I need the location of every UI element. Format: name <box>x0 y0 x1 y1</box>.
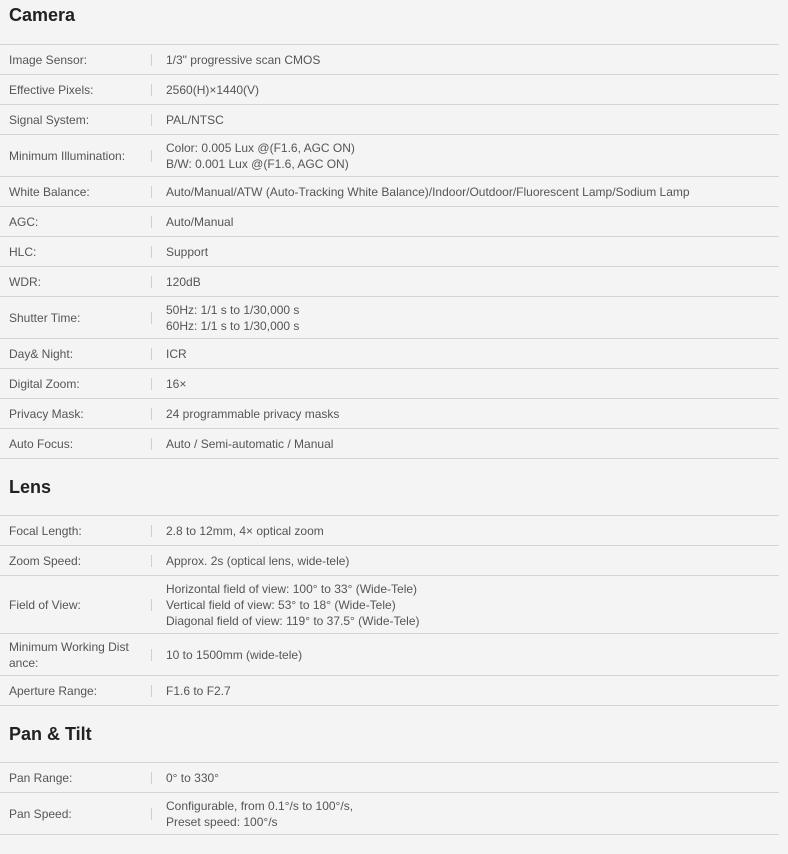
spec-value-line: Preset speed: 100°/s <box>166 814 278 829</box>
spec-label: Effective Pixels: <box>0 75 152 105</box>
section-title-pan-tilt: Pan & Tilt <box>9 724 92 744</box>
spec-value-line: 60Hz: 1/1 s to 1/30,000 s <box>166 318 300 333</box>
table-row <box>0 399 779 429</box>
spec-value <box>152 763 779 793</box>
section-title-lens: Lens <box>9 477 52 497</box>
lens-spec-table <box>0 515 779 706</box>
spec-label: HLC: <box>0 237 152 267</box>
spec-value <box>152 399 779 429</box>
table-row <box>0 135 779 177</box>
spec-label: Field of View: <box>0 576 152 634</box>
spec-value-line: Color: 0.005 Lux @(F1.6, AGC ON) <box>166 140 355 155</box>
spec-label: White Balance: <box>0 177 152 207</box>
section-title-camera: Camera <box>9 5 76 25</box>
spec-value-line: 0° to 330° <box>166 770 219 785</box>
table-row <box>0 546 779 576</box>
spec-value <box>152 45 779 75</box>
table-row <box>0 207 779 237</box>
spec-value-line: Auto / Semi-automatic / Manual <box>166 436 334 451</box>
table-row <box>0 763 779 793</box>
spec-value <box>152 793 779 835</box>
spec-value-line: 2.8 to 12mm, 4× optical zoom <box>166 523 324 538</box>
table-row <box>0 105 779 135</box>
spec-value-line: 120dB <box>166 274 201 289</box>
spec-label: Shutter Time: <box>0 297 152 339</box>
spec-label: Day& Night: <box>0 339 152 369</box>
spec-value-line: PAL/NTSC <box>166 112 224 127</box>
spec-value <box>152 105 779 135</box>
table-row <box>0 793 779 835</box>
spec-label: Minimum Illumination: <box>0 135 152 177</box>
spec-value <box>152 429 779 459</box>
camera-spec-table <box>0 44 779 459</box>
spec-value-line: Vertical field of view: 53° to 18° (Wide-Tele) <box>166 597 396 612</box>
table-row <box>0 516 779 546</box>
spec-label: Focal Length: <box>0 516 152 546</box>
pantilt-spec-table <box>0 762 779 835</box>
spec-value <box>152 177 779 207</box>
table-row <box>0 676 779 706</box>
spec-label: WDR: <box>0 267 152 297</box>
spec-value <box>152 676 779 706</box>
spec-value-line: 10 to 1500mm (wide-tele) <box>166 647 303 662</box>
spec-value <box>152 516 779 546</box>
spec-value-line: 16× <box>166 376 187 391</box>
spec-value-line: Auto/Manual/ATW (Auto-Tracking White Balance)/Indoor/Outdoor/Fluorescent Lamp/Sodium Lamp <box>166 184 690 199</box>
spec-label: Zoom Speed: <box>0 546 152 576</box>
spec-label: Pan Speed: <box>0 793 152 835</box>
spec-value-line: 2560(H)×1440(V) <box>166 82 260 97</box>
spec-label <box>0 634 152 676</box>
spec-value <box>152 369 779 399</box>
spec-label-line: ance: <box>9 655 39 670</box>
table-row <box>0 177 779 207</box>
table-row <box>0 576 779 634</box>
spec-label: Auto Focus: <box>0 429 152 459</box>
spec-value-line: B/W: 0.001 Lux @(F1.6, AGC ON) <box>166 156 349 171</box>
table-row <box>0 75 779 105</box>
spec-value <box>152 339 779 369</box>
spec-label: Signal System: <box>0 105 152 135</box>
spec-value <box>152 576 779 634</box>
spec-label: Pan Range: <box>0 763 152 793</box>
spec-value-line: Configurable, from 0.1°/s to 100°/s, <box>166 798 354 813</box>
spec-label-line: Minimum Working Dist <box>9 639 129 654</box>
spec-value-line: Horizontal field of view: 100° to 33° (Wide-Tele) <box>166 581 418 596</box>
table-row <box>0 429 779 459</box>
spec-label: AGC: <box>0 207 152 237</box>
table-row <box>0 634 779 676</box>
spec-value <box>152 207 779 237</box>
spec-value-line: Support <box>166 244 209 259</box>
spec-label: Digital Zoom: <box>0 369 152 399</box>
table-row <box>0 297 779 339</box>
spec-value-line: 50Hz: 1/1 s to 1/30,000 s <box>166 302 300 317</box>
spec-label: Image Sensor: <box>0 45 152 75</box>
spec-value <box>152 237 779 267</box>
spec-value-line: ICR <box>166 346 187 361</box>
spec-value <box>152 546 779 576</box>
spec-value-line: F1.6 to F2.7 <box>166 683 231 698</box>
table-row <box>0 339 779 369</box>
spec-value-line: 1/3" progressive scan CMOS <box>166 52 321 67</box>
table-row <box>0 45 779 75</box>
spec-label: Privacy Mask: <box>0 399 152 429</box>
spec-value-line: Approx. 2s (optical lens, wide-tele) <box>166 553 350 568</box>
table-row <box>0 267 779 297</box>
spec-value-line: Auto/Manual <box>166 214 234 229</box>
spec-value <box>152 634 779 676</box>
spec-value-line: Diagonal field of view: 119° to 37.5° (Wide-Tele) <box>166 613 420 628</box>
spec-value <box>152 75 779 105</box>
table-row <box>0 369 779 399</box>
spec-label: Aperture Range: <box>0 676 152 706</box>
spec-value <box>152 135 779 177</box>
spec-value <box>152 297 779 339</box>
spec-value-line: 24 programmable privacy masks <box>166 406 340 421</box>
table-row <box>0 237 779 267</box>
spec-value <box>152 267 779 297</box>
